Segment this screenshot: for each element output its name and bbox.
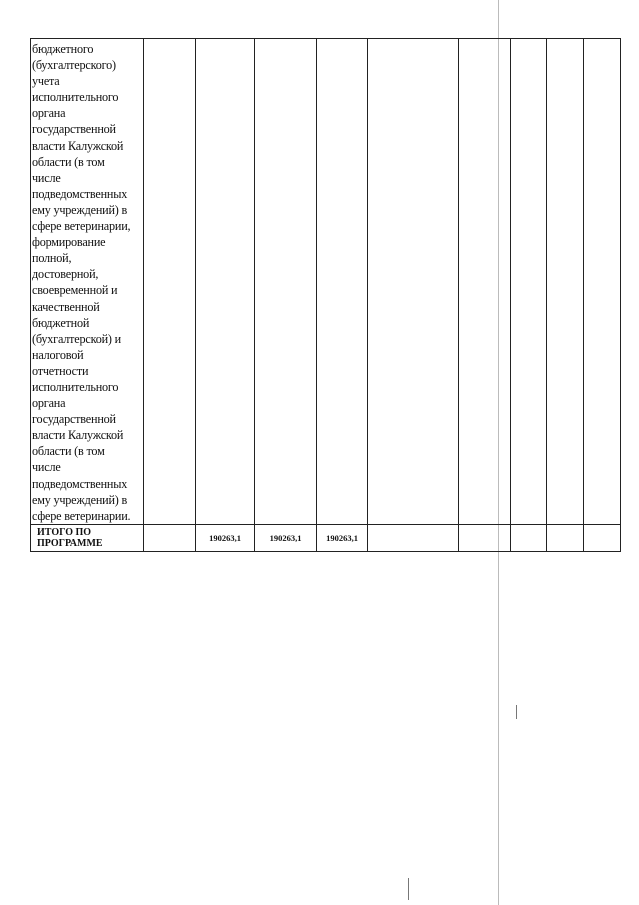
total-value: 190263,1	[317, 524, 368, 551]
total-row	[31, 524, 621, 551]
total-value: 190263,1	[196, 524, 255, 551]
table-cell	[584, 39, 621, 525]
table-cell	[144, 39, 196, 525]
table-cell	[547, 39, 584, 525]
scan-artifact-mark	[408, 878, 409, 900]
total-label-cell	[31, 524, 144, 551]
table-cell	[511, 524, 547, 551]
table-cell	[196, 39, 255, 525]
total-value: 190263,1	[255, 524, 317, 551]
table-cell	[547, 524, 584, 551]
table-row	[31, 39, 621, 525]
table-cell	[368, 524, 459, 551]
table-cell	[511, 39, 547, 525]
scan-artifact-mark	[516, 705, 517, 719]
table-cell	[255, 39, 317, 525]
table-cell	[144, 524, 196, 551]
program-table	[30, 38, 621, 552]
table-cell	[368, 39, 459, 525]
table-cell	[459, 524, 511, 551]
description-text: бюджетного (бухгалтерского) учета исполнительного органа государственной власти Калужской области (в том числе подведомственных ему учреждений) в сфере ветеринарии, формирование полной, достоверной, своевременной и качественной бюджетной (бухгалтерской) и налоговой отчетности исполнительного органа государственной власти Калужской области (в том числе подведомственных ему учреждений) в сфере ветеринарии.	[32, 42, 131, 523]
description-cell	[31, 39, 144, 525]
table-cell	[584, 524, 621, 551]
total-label: ИТОГО ПО ПРОГРАММЕ	[37, 526, 103, 549]
table-cell	[317, 39, 368, 525]
table-cell	[459, 39, 511, 525]
